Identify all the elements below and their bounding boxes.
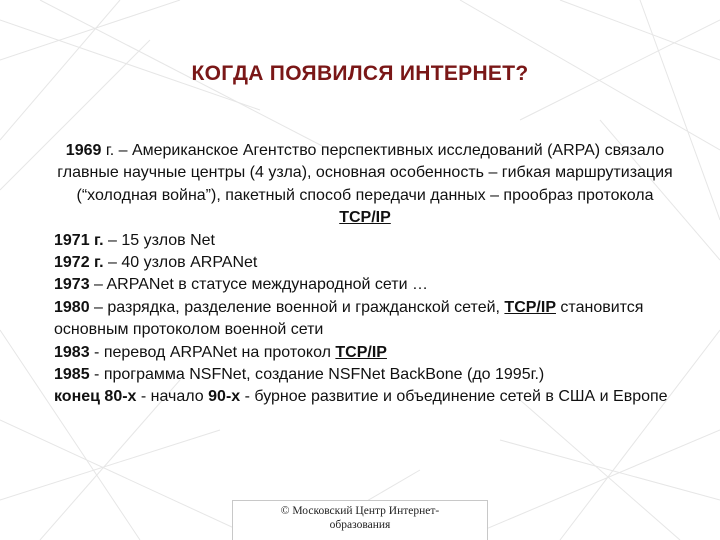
year-1969: 1969 (65, 142, 102, 159)
timeline-item: конец 80-х - начало 90-х - бурное развитие и объединение сетей в США и Европе (54, 388, 668, 406)
tcpip-link: TCP/IP (339, 209, 391, 227)
slide-title: КОГДА ПОЯВИЛСЯ ИНТЕРНЕТ? (191, 62, 529, 85)
tcpip-link: TCP/IP (335, 343, 387, 361)
timeline-item: 1971 г. – 15 узлов Net (54, 231, 215, 249)
timeline-list (54, 230, 676, 409)
timeline-item: 1983 - перевод ARPANet на протокол TCP/IP (54, 343, 387, 361)
timeline-item: 1973 – ARPANet в статусе международной сети … (54, 276, 429, 294)
timeline-item: 1985 - программа NSFNet, создание NSFNet BackBone (до 1995г.) (54, 366, 545, 384)
tcpip-link: TCP/IP (504, 298, 556, 316)
history-text (54, 140, 676, 409)
footer-copyright: © Московский Центр Интернет- образования (232, 500, 488, 540)
intro-paragraph: 1969 г. – Американское Агентство перспективных исследований (ARPA) связало главные научные центры (4 узла), основная особенность – гибкая маршрутизация (“холодная война”), пакетный способ передачи данных – прообраз протокола TCP/IP (57, 142, 673, 227)
timeline-item: 1972 г. – 40 узлов ARPANet (54, 254, 258, 272)
timeline-item: 1980 – разрядка, разделение военной и гражданской сетей, TCP/IP становится основным протоколом военной сети (54, 298, 644, 339)
